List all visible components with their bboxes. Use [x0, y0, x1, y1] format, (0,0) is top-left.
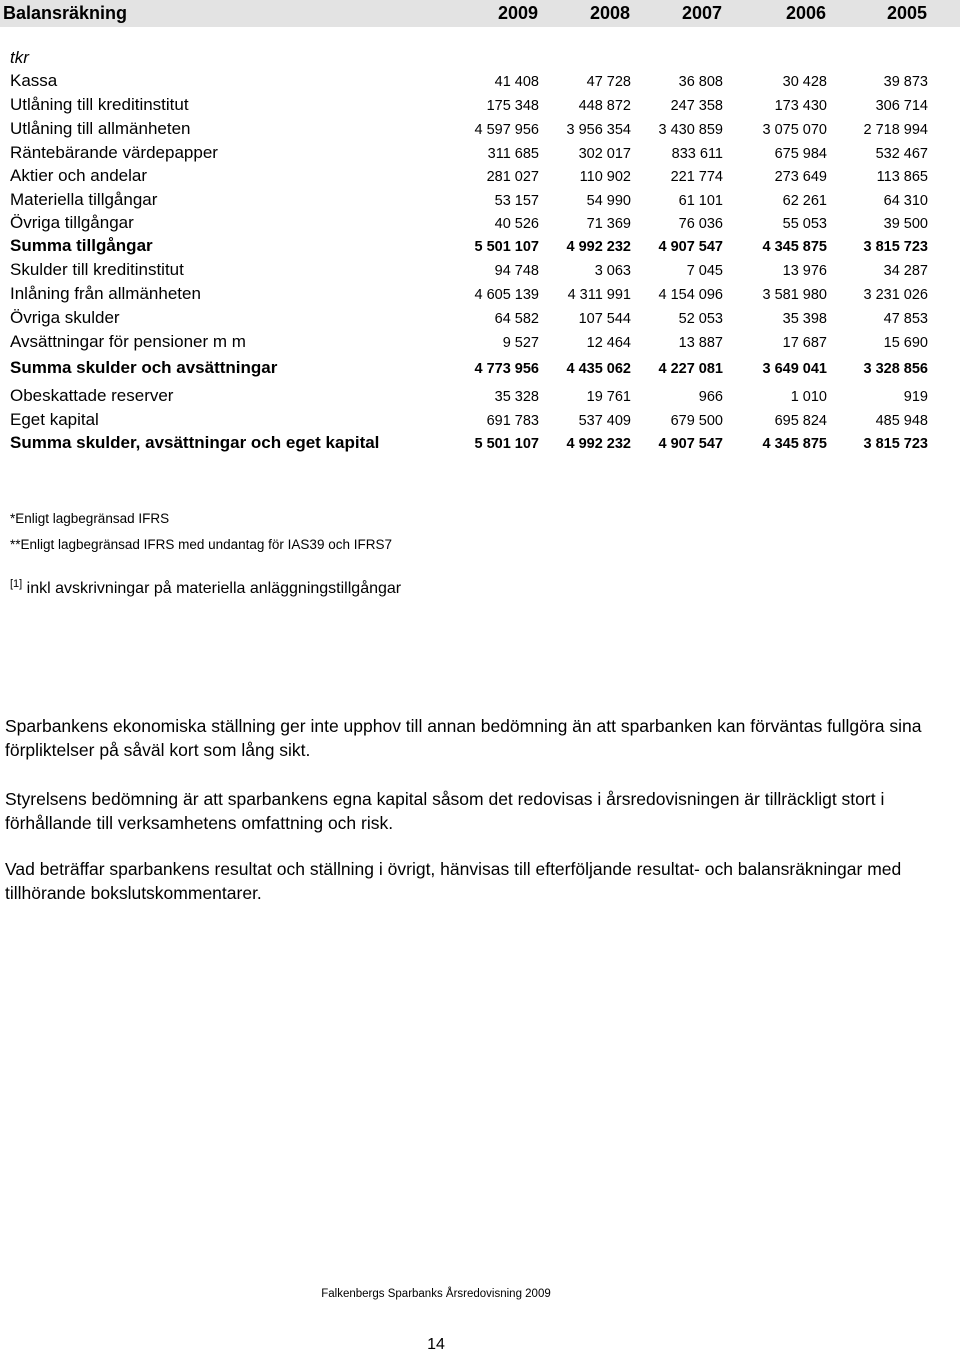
- row-value: 3 649 041: [762, 361, 827, 377]
- row-value: 76 036: [678, 216, 723, 232]
- table-row: [0, 212, 960, 234]
- footnote: [10, 578, 401, 598]
- row-value: 302 017: [578, 146, 631, 162]
- table-row-total: [0, 235, 960, 257]
- table-row: [0, 385, 960, 407]
- row-label: Summa skulder, avsättningar och eget kapital: [10, 433, 380, 452]
- row-label: Summa skulder och avsättningar: [10, 358, 278, 377]
- ifrs-note: *Enligt lagbegränsad IFRS: [10, 511, 170, 526]
- page-footer: Falkenbergs Sparbanks Årsredovisning 2009: [321, 1288, 551, 1300]
- row-value: 39 500: [883, 216, 928, 232]
- ifrs-note: **Enligt lagbegränsad IFRS med undantag för IAS39 och IFRS7: [10, 537, 392, 552]
- row-value: 4 435 062: [566, 361, 631, 377]
- row-value: 691 783: [486, 413, 539, 429]
- table-row: [0, 70, 960, 92]
- row-value: 34 287: [883, 263, 928, 279]
- row-value: 17 687: [782, 335, 827, 351]
- table-row: [0, 165, 960, 187]
- row-value: 4 992 232: [566, 436, 631, 452]
- row-value: 3 815 723: [863, 239, 928, 255]
- row-value: 64 310: [883, 193, 928, 209]
- row-value: 12 464: [586, 335, 631, 351]
- row-value: 61 101: [678, 193, 723, 209]
- row-label: Utlåning till kreditinstitut: [10, 95, 189, 114]
- table-row: [0, 409, 960, 431]
- row-value: 113 865: [876, 169, 928, 185]
- table-row: [0, 142, 960, 164]
- footnote-marker: [1]: [10, 578, 23, 590]
- row-value: 53 157: [494, 193, 539, 209]
- row-value: 247 358: [670, 98, 723, 114]
- row-value: 695 824: [774, 413, 827, 429]
- year-header: 2005: [886, 3, 927, 23]
- row-label: Skulder till kreditinstitut: [10, 260, 184, 279]
- row-label: Utlåning till allmänheten: [10, 119, 191, 138]
- row-value: 4 345 875: [762, 239, 827, 255]
- row-value: 71 369: [586, 216, 631, 232]
- row-label: Övriga skulder: [10, 308, 120, 327]
- row-value: 448 872: [578, 98, 631, 114]
- row-value: 833 611: [671, 146, 723, 162]
- year-header: 2009: [497, 3, 538, 23]
- row-value: 966: [698, 389, 723, 405]
- row-value: 30 428: [782, 74, 827, 90]
- row-value: 3 075 070: [762, 122, 827, 138]
- row-label: Övriga tillgångar: [10, 213, 134, 232]
- row-value: 94 748: [494, 263, 539, 279]
- row-value: 173 430: [774, 98, 827, 114]
- table-title: Balansräkning: [3, 3, 128, 23]
- row-value: 4 605 139: [474, 287, 539, 303]
- row-value: 919: [903, 389, 928, 405]
- row-value: 36 808: [678, 74, 723, 90]
- row-value: 273 649: [774, 169, 827, 185]
- body-paragraph: Vad beträffar sparbankens resultat och ställning i övrigt, hänvisas till efterföljande resultat- och balansräkningar med tillhörande bokslutskommentarer.: [5, 859, 902, 903]
- row-value: 175 348: [486, 98, 539, 114]
- row-value: 15 690: [883, 335, 928, 351]
- row-value: 4 311 991: [567, 287, 631, 303]
- row-value: 3 815 723: [863, 436, 928, 452]
- row-value: 35 398: [782, 311, 827, 327]
- page-number: 14: [427, 1336, 445, 1353]
- table-row: [0, 259, 960, 281]
- row-value: 110 902: [579, 169, 631, 185]
- table-row-total: [0, 432, 960, 454]
- row-value: 55 053: [782, 216, 827, 232]
- row-value: 4 227 081: [658, 361, 723, 377]
- row-value: 62 261: [782, 193, 827, 209]
- row-value: 3 430 859: [658, 122, 723, 138]
- table-row: [0, 118, 960, 140]
- row-value: 3 956 354: [566, 122, 631, 138]
- row-value: 675 984: [774, 146, 827, 162]
- row-value: 306 714: [875, 98, 928, 114]
- row-value: 47 728: [586, 74, 631, 90]
- row-value: 5 501 107: [474, 436, 539, 452]
- row-value: 679 500: [670, 413, 723, 429]
- row-value: 4 907 547: [658, 436, 723, 452]
- row-value: 281 027: [486, 169, 539, 185]
- row-value: 311 685: [487, 146, 539, 162]
- row-value: 3 231 026: [863, 287, 928, 303]
- row-value: 4 907 547: [658, 239, 723, 255]
- row-value: 9 527: [502, 335, 539, 351]
- row-value: 1 010: [790, 389, 827, 405]
- body-paragraph: Sparbankens ekonomiska ställning ger inte upphov till annan bedömning än att sparbanken kan förväntas fullgöra sina förpliktelser på såväl kort som lång sikt.: [5, 716, 922, 760]
- row-label: Räntebärande värdepapper: [10, 143, 218, 162]
- footnote-text: inkl avskrivningar på materiella anläggningstillgångar: [22, 580, 402, 597]
- table-row: [0, 283, 960, 305]
- row-value: 4 597 956: [474, 122, 539, 138]
- row-label: Obeskattade reserver: [10, 386, 174, 405]
- row-label: Aktier och andelar: [10, 166, 148, 185]
- row-value: 64 582: [494, 311, 539, 327]
- row-value: 4 154 096: [658, 287, 723, 303]
- table-row: [0, 307, 960, 329]
- row-value: 54 990: [586, 193, 631, 209]
- row-value: 41 408: [494, 74, 539, 90]
- row-value: 537 409: [578, 413, 631, 429]
- table-row: [0, 331, 960, 353]
- row-value: 532 467: [875, 146, 928, 162]
- row-value: 47 853: [883, 311, 928, 327]
- row-label: Inlåning från allmänheten: [10, 284, 201, 303]
- row-value: 13 976: [782, 263, 827, 279]
- row-label: Summa tillgångar: [10, 236, 153, 255]
- table-row-total: [0, 357, 960, 379]
- row-value: 2 718 994: [863, 122, 928, 138]
- table-row: [0, 94, 960, 116]
- table-row: [0, 189, 960, 211]
- row-value: 5 501 107: [474, 239, 539, 255]
- year-header: 2007: [681, 3, 722, 23]
- row-value: 4 345 875: [762, 436, 827, 452]
- row-label: Eget kapital: [10, 410, 99, 429]
- unit-label: tkr: [10, 48, 29, 67]
- row-value: 13 887: [678, 335, 723, 351]
- row-value: 3 063: [594, 263, 631, 279]
- row-value: 3 581 980: [762, 287, 827, 303]
- row-value: 39 873: [883, 74, 928, 90]
- row-value: 7 045: [686, 263, 723, 279]
- year-header: 2006: [785, 3, 826, 23]
- row-value: 3 328 856: [863, 361, 928, 377]
- row-value: 221 774: [670, 169, 723, 185]
- body-paragraph: Styrelsens bedömning är att sparbankens egna kapital såsom det redovisas i årsredovisningen är tillräckligt stort i förhållande till verksamhetens omfattning och risk.: [5, 789, 885, 833]
- row-value: 107 544: [578, 311, 631, 327]
- year-header: 2008: [589, 3, 630, 23]
- row-value: 4 773 956: [474, 361, 539, 377]
- table-header: [0, 0, 960, 27]
- row-label: Kassa: [10, 71, 58, 90]
- row-value: 35 328: [494, 389, 539, 405]
- row-label: Avsättningar för pensioner m m: [10, 332, 246, 351]
- row-value: 52 053: [678, 311, 723, 327]
- row-label: Materiella tillgångar: [10, 190, 158, 209]
- row-value: 19 761: [586, 389, 631, 405]
- row-value: 485 948: [875, 413, 928, 429]
- row-value: 4 992 232: [566, 239, 631, 255]
- row-value: 40 526: [494, 216, 539, 232]
